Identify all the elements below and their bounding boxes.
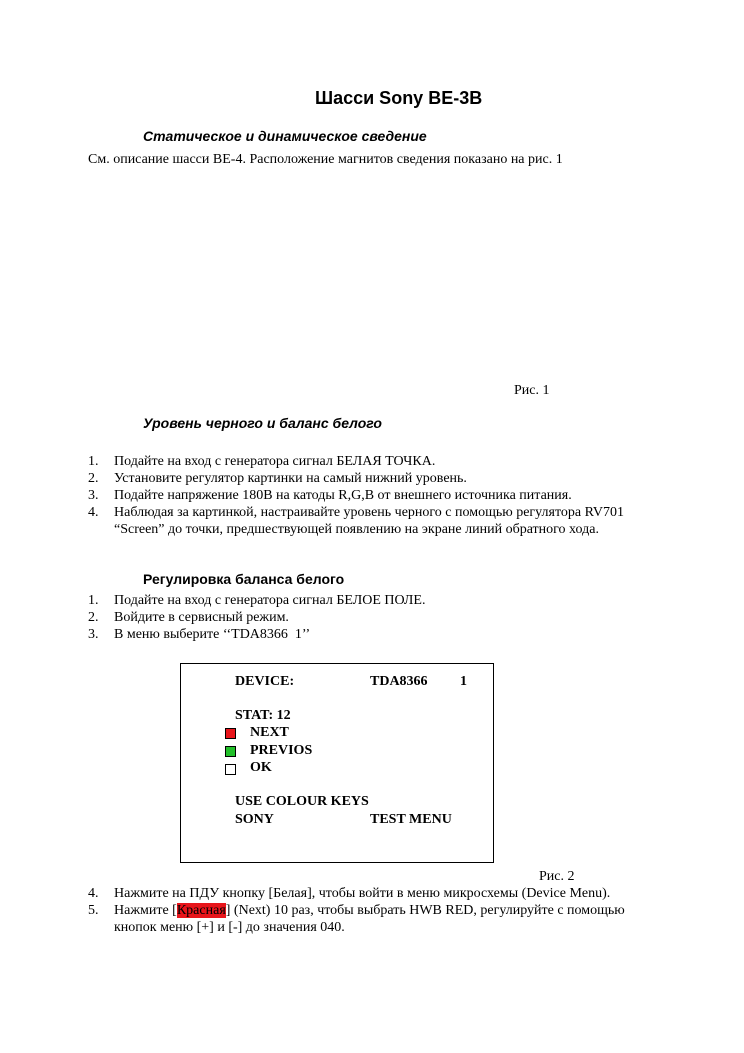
list-item <box>88 470 624 487</box>
white-key-icon <box>225 764 236 775</box>
device-number: 1 <box>460 674 467 689</box>
list-text: Нажмите на ПДУ кнопку [Белая], чтобы войти в меню микросхемы (Device Menu). <box>114 886 611 901</box>
section-text-convergence: См. описание шасси BE-4. Расположение магнитов сведения показано на рис. 1 <box>88 152 563 167</box>
previos-option: PREVIOS <box>250 743 313 758</box>
device-value: TDA8366 <box>370 674 428 689</box>
list-number: 5. <box>88 903 99 918</box>
service-menu-screen <box>180 663 494 863</box>
figure-1-caption: Рис. 1 <box>514 383 550 398</box>
brand-text: SONY <box>235 812 274 827</box>
list-item <box>88 592 425 609</box>
list-item <box>88 504 624 538</box>
list-text-pre: Нажмите [ <box>114 903 177 918</box>
black-level-steps <box>88 453 624 538</box>
list-text: Войдите в сервисный режим. <box>114 610 289 625</box>
use-colour-keys-text: USE COLOUR KEYS <box>235 794 369 809</box>
stat-line: STAT: 12 <box>235 708 291 723</box>
red-key-highlight: Красная <box>176 903 226 918</box>
list-number: 4. <box>88 505 99 520</box>
list-text: Подайте на вход с генератора сигнал БЕЛОЕ ПОЛЕ. <box>114 593 426 608</box>
list-item <box>88 885 625 902</box>
list-item <box>88 609 425 626</box>
section-heading-black-level: Уровень черного и баланс белого <box>143 415 382 431</box>
list-text: В меню выберите ‘‘TDA8366 1’’ <box>114 627 311 642</box>
list-number: 4. <box>88 886 99 901</box>
list-text: Подайте на вход с генератора сигнал БЕЛАЯ ТОЧКА. <box>114 454 436 469</box>
test-menu-text: TEST MENU <box>370 812 452 827</box>
next-option: NEXT <box>250 725 289 740</box>
list-text-continued: “Screen” до точки, предшествующей появлению на экране линий обратного хода. <box>114 522 599 537</box>
section-heading-convergence: Статическое и динамическое сведение <box>143 128 427 144</box>
green-key-icon <box>225 746 236 757</box>
device-label: DEVICE: <box>235 674 295 689</box>
list-number: 2. <box>88 610 99 625</box>
list-text: Подайте напряжение 180В на катоды R,G,B от внешнего источника питания. <box>114 488 572 503</box>
list-item <box>88 487 624 504</box>
list-number: 1. <box>88 454 99 469</box>
red-key-icon <box>225 728 236 739</box>
section-heading-white-balance: Регулировка баланса белого <box>143 571 345 587</box>
list-item <box>88 626 425 643</box>
list-text: Наблюдая за картинкой, настраивайте уровень черного с помощью регулятора RV701 <box>114 505 624 520</box>
list-text: Установите регулятор картинки на самый нижний уровень. <box>114 471 467 486</box>
list-item <box>88 453 624 470</box>
list-text-continued: кнопок меню [+] и [-] до значения 040. <box>114 920 345 935</box>
figure-2-caption: Рис. 2 <box>539 869 575 884</box>
list-number: 2. <box>88 471 99 486</box>
list-item <box>88 902 625 936</box>
page-title: Шасси Sony BE-3B <box>315 88 483 108</box>
list-number: 3. <box>88 627 99 642</box>
ok-option: OK <box>250 760 272 775</box>
list-number: 3. <box>88 488 99 503</box>
list-text-post: ] (Next) 10 раз, чтобы выбрать HWB RED, регулируйте с помощью <box>225 903 625 918</box>
white-balance-steps <box>88 592 425 643</box>
list-number: 1. <box>88 593 99 608</box>
white-balance-steps-continued <box>88 885 625 936</box>
